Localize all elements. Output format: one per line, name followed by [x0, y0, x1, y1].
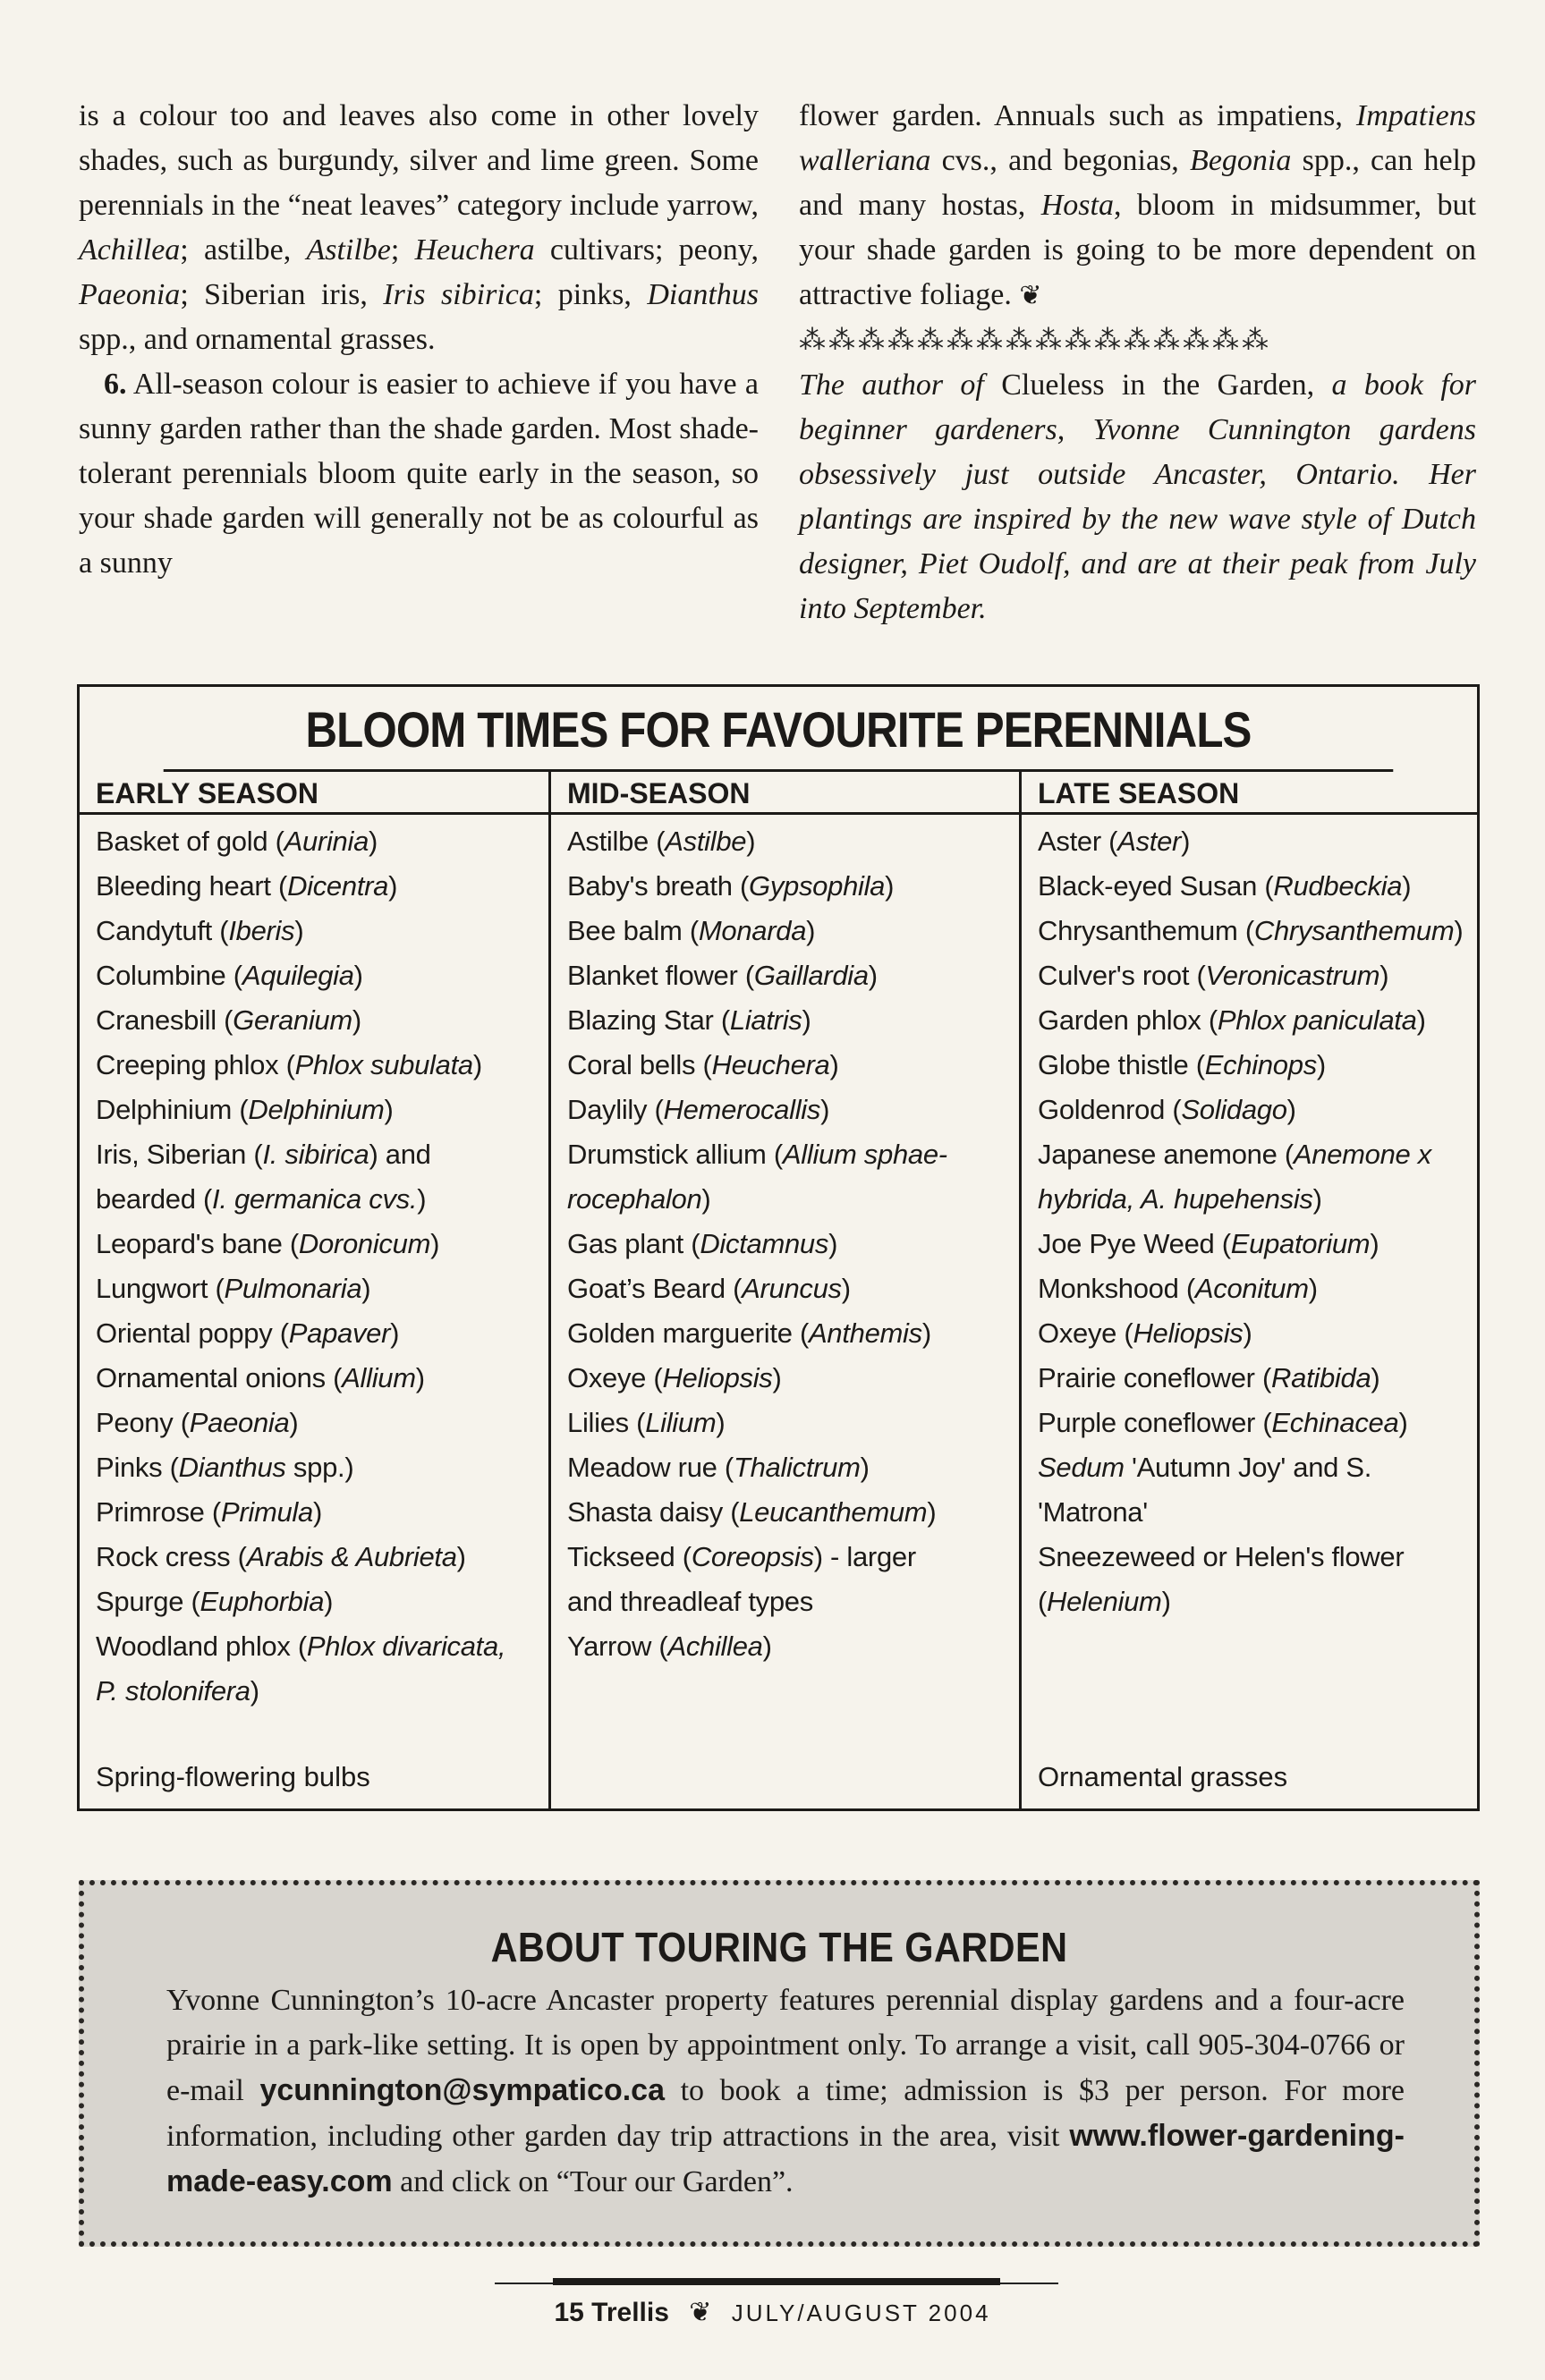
- plant-entry: [1038, 1222, 1477, 1266]
- plant-entry: [567, 1222, 1019, 1266]
- plant-entry: [96, 1490, 548, 1535]
- common-name: Japanese anemone (: [1038, 1139, 1294, 1170]
- common-name: Prairie coneflower (: [1038, 1362, 1272, 1393]
- leaf-ornament-icon: ❦: [689, 2297, 712, 2328]
- common-name: Astilbe (: [567, 826, 666, 857]
- article-paragraph: [79, 94, 759, 362]
- plant-entry: [567, 1088, 1019, 1132]
- latin-name: Doronicum: [298, 1228, 431, 1259]
- name-suffix: ): [369, 826, 378, 857]
- common-name: Iris, Siberian (: [96, 1139, 263, 1170]
- common-name: Cranesbill (: [96, 1004, 233, 1036]
- plant-entry: [96, 1445, 548, 1490]
- plant-entry: [567, 909, 1019, 953]
- common-name: Garden phlox (: [1038, 1004, 1218, 1036]
- common-name: Columbine (: [96, 960, 242, 991]
- common-name: Goat’s Beard (: [567, 1273, 743, 1304]
- common-name: Black-eyed Susan (: [1038, 870, 1274, 902]
- latin-name: Iberis: [228, 915, 295, 946]
- section-divider: ⁂⁂⁂⁂⁂⁂⁂⁂⁂⁂⁂⁂⁂⁂⁂⁂: [799, 325, 1271, 356]
- latin-name: Coreopsis: [691, 1541, 814, 1572]
- text-run: The author of: [799, 368, 984, 402]
- name-suffix: ): [1416, 1004, 1426, 1036]
- common-name: Blanket flower (: [567, 960, 754, 991]
- column-footer: Ornamental grasses: [1038, 1761, 1288, 1792]
- name-suffix: ): [294, 915, 304, 946]
- plant-entry: [96, 1401, 548, 1445]
- name-suffix: ): [841, 1273, 851, 1304]
- plant-entry: [96, 1356, 548, 1401]
- text-run: , bloom in midsummer, but your shade garden is going to be more dependent on attractive foliage.: [799, 189, 1476, 311]
- common-name: Oxeye (: [567, 1362, 663, 1393]
- name-suffix: ): [384, 1094, 394, 1125]
- magazine-name: Trellis: [591, 2298, 669, 2327]
- latin-name: Heuchera: [711, 1049, 830, 1080]
- name-suffix: ): [250, 1675, 259, 1707]
- latin-name: Dicentra: [287, 870, 389, 902]
- name-suffix: ): [1379, 960, 1389, 991]
- plant-entry: [1038, 1088, 1477, 1132]
- name-suffix: ): [927, 1496, 937, 1528]
- name-suffix: ): [802, 1004, 811, 1036]
- common-name: Culver's root (: [1038, 960, 1206, 991]
- latin-name: Thalictrum: [733, 1452, 861, 1483]
- common-name: Basket of gold (: [96, 826, 284, 857]
- plant-entry: [96, 1222, 548, 1266]
- article-paragraph: [799, 94, 1476, 318]
- latin-name: Chrysanthemum: [1253, 915, 1455, 946]
- common-name: Lilies (: [567, 1407, 646, 1438]
- latin-name: Achillea: [667, 1630, 763, 1662]
- name-suffix: ): [1243, 1317, 1252, 1349]
- name-suffix: ): [456, 1541, 466, 1572]
- name-suffix: ): [1402, 870, 1412, 902]
- plant-entry: [1038, 1177, 1477, 1222]
- plant-entry: [1038, 1580, 1477, 1624]
- common-name: Bleeding heart (: [96, 870, 288, 902]
- plant-entry: [1038, 998, 1477, 1043]
- common-name: Oxeye (: [1038, 1317, 1133, 1349]
- common-name: Lungwort (: [96, 1273, 225, 1304]
- common-name: Spurge (: [96, 1586, 200, 1617]
- plant-entry: [96, 1177, 548, 1222]
- latin-name: Papaver: [288, 1317, 391, 1349]
- page-footer: [0, 2297, 1545, 2328]
- latin-name: Monarda: [698, 915, 807, 946]
- common-name: Joe Pye Weed (: [1038, 1228, 1231, 1259]
- leaf-end-mark-icon: ❦: [1019, 281, 1042, 310]
- common-name: Daylily (: [567, 1094, 664, 1125]
- latin-name: Allium: [342, 1362, 416, 1393]
- plant-list: [80, 815, 548, 1714]
- name-suffix: ): [716, 1407, 726, 1438]
- common-name: Golden marguerite (: [567, 1317, 809, 1349]
- bloom-times-table: [77, 684, 1480, 1811]
- table-columns: [80, 772, 1477, 1808]
- text-run: ;: [390, 233, 415, 267]
- plant-entry: [96, 1624, 548, 1669]
- text-run: cvs., and begonias,: [930, 144, 1191, 177]
- name-suffix: ): [828, 1228, 838, 1259]
- plant-entry: [567, 998, 1019, 1043]
- plant-entry: [96, 998, 548, 1043]
- book-title: Clueless in the Garden,: [983, 368, 1332, 402]
- name-suffix: ): [772, 1362, 782, 1393]
- name-suffix: ): [762, 1630, 772, 1662]
- latin-name: Sedum: [1038, 1452, 1125, 1483]
- plant-entry: [96, 1088, 548, 1132]
- page-number: 15: [554, 2298, 584, 2327]
- text-run: All-season colour is easier to achieve if you have a sunny garden rather than the shade garden. Most shade-tolerant perennials bloom quite early in the season, so your shade garden will generally not be as colourful as a sunny: [79, 368, 759, 580]
- latin-name: Heliopsis: [1133, 1317, 1244, 1349]
- plant-entry: [567, 1445, 1019, 1490]
- name-suffix: ): [472, 1049, 482, 1080]
- latin-name: Phlox paniculata: [1217, 1004, 1417, 1036]
- plant-entry: [1038, 1401, 1477, 1445]
- latin-name: Achillea: [79, 233, 181, 267]
- latin-name: Dianthus: [647, 278, 760, 311]
- text-run: spp., and ornamental grasses.: [79, 323, 436, 356]
- table-title: BLOOM TIMES FOR FAVOURITE PERENNIALS: [164, 687, 1394, 772]
- common-name: Purple coneflower (: [1038, 1407, 1272, 1438]
- late-season-column: [1022, 772, 1477, 1808]
- plant-entry: [567, 1266, 1019, 1311]
- latin-name: Geranium: [233, 1004, 352, 1036]
- common-name: Delphinium (: [96, 1094, 249, 1125]
- latin-name: Aconitum: [1194, 1273, 1309, 1304]
- name-suffix: ): [829, 1049, 839, 1080]
- common-name: bearded (: [96, 1183, 213, 1215]
- plant-entry: [96, 864, 548, 909]
- name-suffix: ): [868, 960, 878, 991]
- common-name: Candytuft (: [96, 915, 229, 946]
- common-name: Goldenrod (: [1038, 1094, 1182, 1125]
- article-paragraph: [79, 362, 759, 586]
- common-name: Peony (: [96, 1407, 190, 1438]
- name-suffix: 'Autumn Joy' and S.: [1124, 1452, 1372, 1483]
- name-suffix: ): [430, 1228, 440, 1259]
- name-suffix: ): [352, 1004, 361, 1036]
- plant-entry: [96, 1580, 548, 1624]
- column-footer: Spring-flowering bulbs: [96, 1761, 370, 1792]
- plant-entry: [567, 1043, 1019, 1088]
- latin-name: rocephalon: [567, 1183, 702, 1215]
- name-suffix: ): [860, 1452, 870, 1483]
- plant-entry: [96, 953, 548, 998]
- plant-entry: [567, 1535, 1019, 1580]
- plant-entry: [96, 1132, 548, 1177]
- latin-name: Paeonia: [79, 278, 181, 311]
- name-suffix: ): [885, 870, 895, 902]
- plant-entry: [1038, 1311, 1477, 1356]
- plant-entry: [1038, 1356, 1477, 1401]
- plant-entry: [1038, 953, 1477, 998]
- latin-name: Gypsophila: [749, 870, 886, 902]
- latin-name: Phlox divaricata,: [306, 1630, 506, 1662]
- text-run: ; pinks,: [533, 278, 648, 311]
- common-name: Blazing Star (: [567, 1004, 730, 1036]
- name-suffix: ): [701, 1183, 711, 1215]
- common-name: Globe thistle (: [1038, 1049, 1205, 1080]
- about-title: ABOUT TOURING THE GARDEN: [490, 1924, 1068, 1970]
- latin-name: Helenium: [1047, 1586, 1162, 1617]
- plant-entry: [1038, 1490, 1477, 1535]
- text-run: ; astilbe,: [180, 233, 307, 267]
- latin-name: Primula: [220, 1496, 313, 1528]
- latin-name: Dictamnus: [700, 1228, 829, 1259]
- name-suffix: ): [820, 1094, 830, 1125]
- latin-name: Anthemis: [809, 1317, 922, 1349]
- text-run: Yvonne Cunnington’s 10-acre Ancaster property features perennial display gardens and a four-acre prairie in a park-like setting. It is open by appointment only. To arrange a visit, call 905-304-0766 or e-mail: [166, 1984, 1405, 2107]
- common-name: and threadleaf types: [567, 1586, 813, 1617]
- name-suffix: ): [289, 1407, 299, 1438]
- common-name: Baby's breath (: [567, 870, 750, 902]
- plant-entry: [1038, 1266, 1477, 1311]
- common-name: Meadow rue (: [567, 1452, 734, 1483]
- common-name: Rock cress (: [96, 1541, 247, 1572]
- latin-name: Gaillardia: [753, 960, 869, 991]
- text-run: spp., can help and many hostas,: [799, 144, 1476, 222]
- plant-entry: [1038, 819, 1477, 864]
- name-suffix: ): [806, 915, 816, 946]
- common-name: Tickseed (: [567, 1541, 692, 1572]
- plant-entry: [96, 1311, 548, 1356]
- text-run: is a colour too and leaves also come in other lovely shades, such as burgundy, silver and lime green. Some perennials in the “neat leaves” category include yarrow,: [79, 99, 759, 222]
- plant-list: [551, 815, 1019, 1669]
- plant-entry: [1038, 1132, 1477, 1177]
- plant-entry: [567, 1624, 1019, 1669]
- name-suffix: ): [1312, 1183, 1322, 1215]
- latin-name: Aster: [1117, 826, 1182, 857]
- latin-name: Delphinium: [248, 1094, 385, 1125]
- plant-entry: [96, 1043, 548, 1088]
- footer-rule-bar: [553, 2278, 1000, 2285]
- text-run: to book a time; admission is $3 per person. For more information, including other garden day trip attractions in the area, visit: [166, 2074, 1405, 2153]
- name-suffix: ): [417, 1183, 427, 1215]
- text-run: a book for beginner gardeners, Yvonne Cunnington gardens obsessively just outside Ancaster, Ontario. Her plantings are inspired by the new wave style of Dutch designer, Piet Oudolf, and are at their peak from July into September.: [799, 368, 1476, 625]
- latin-name: Echinops: [1204, 1049, 1317, 1080]
- common-name: Coral bells (: [567, 1049, 712, 1080]
- latin-name: I. germanica cvs.: [212, 1183, 418, 1215]
- plant-entry: [96, 1266, 548, 1311]
- issue-date: JULY/AUGUST 2004: [731, 2300, 991, 2326]
- latin-name: Pulmonaria: [224, 1273, 362, 1304]
- common-name: 'Matrona': [1038, 1496, 1148, 1528]
- common-name: (: [1038, 1586, 1048, 1617]
- latin-name: Aurinia: [284, 826, 369, 857]
- name-suffix: ): [353, 960, 363, 991]
- latin-name: Rudbeckia: [1273, 870, 1403, 902]
- name-suffix: ): [324, 1586, 334, 1617]
- author-bio: [799, 363, 1476, 631]
- text-run: ; Siberian iris,: [180, 278, 384, 311]
- article-left-column: [79, 94, 759, 586]
- name-suffix: ): [1370, 1228, 1379, 1259]
- list-number: 6.: [104, 368, 127, 401]
- website-link[interactable]: www.flower-gardening-made-easy.com: [166, 2119, 1405, 2198]
- name-suffix: ): [1308, 1273, 1318, 1304]
- common-name: Chrysanthemum (: [1038, 915, 1254, 946]
- latin-name: Eupatorium: [1230, 1228, 1371, 1259]
- common-name: Woodland phlox (: [96, 1630, 307, 1662]
- article-right-column: [799, 94, 1476, 631]
- common-name: Leopard's bane (: [96, 1228, 299, 1259]
- email-link[interactable]: ycunnington@sympatico.ca: [259, 2073, 665, 2107]
- column-header: EARLY SEASON: [80, 772, 548, 815]
- name-suffix: ): [746, 826, 756, 857]
- name-suffix: ) and: [369, 1139, 431, 1170]
- plant-entry: [567, 1580, 1019, 1624]
- name-suffix: ): [1161, 1586, 1171, 1617]
- common-name: Bee balm (: [567, 915, 699, 946]
- name-suffix: ): [390, 1317, 400, 1349]
- common-name: Gas plant (: [567, 1228, 700, 1259]
- common-name: Creeping phlox (: [96, 1049, 295, 1080]
- name-suffix: ): [1316, 1049, 1326, 1080]
- name-suffix: ): [1181, 826, 1191, 857]
- text-run: cultivars; peony,: [534, 233, 760, 267]
- plant-entry: [567, 819, 1019, 864]
- latin-name: Echinacea: [1271, 1407, 1399, 1438]
- latin-name: Phlox subulata: [294, 1049, 473, 1080]
- latin-name: Dianthus: [178, 1452, 286, 1483]
- latin-name: Paeonia: [189, 1407, 290, 1438]
- name-suffix: ): [388, 870, 398, 902]
- name-suffix: ): [361, 1273, 371, 1304]
- plant-entry: [567, 1177, 1019, 1222]
- plant-entry: [1038, 1445, 1477, 1490]
- latin-name: Lilium: [645, 1407, 717, 1438]
- latin-name: Hosta: [1040, 189, 1114, 222]
- latin-name: Aquilegia: [242, 960, 354, 991]
- plant-entry: [567, 1401, 1019, 1445]
- common-name: Aster (: [1038, 826, 1118, 857]
- text-run: flower garden. Annuals such as impatiens,: [799, 99, 1356, 132]
- common-name: Drumstick allium (: [567, 1139, 783, 1170]
- latin-name: P. stolonifera: [96, 1675, 250, 1707]
- common-name: Monkshood (: [1038, 1273, 1195, 1304]
- latin-name: Euphorbia: [199, 1586, 325, 1617]
- plant-entry: [96, 909, 548, 953]
- name-suffix: ): [1454, 915, 1464, 946]
- name-suffix: spp.): [285, 1452, 354, 1483]
- plant-entry: [1038, 909, 1477, 953]
- plant-entry: [1038, 1043, 1477, 1088]
- latin-name: Liatris: [729, 1004, 802, 1036]
- common-name: Oriental poppy (: [96, 1317, 289, 1349]
- plant-entry: [1038, 1535, 1477, 1580]
- latin-name: Hemerocallis: [663, 1094, 821, 1125]
- plant-entry: [567, 1132, 1019, 1177]
- name-suffix: ): [1286, 1094, 1296, 1125]
- plant-entry: [567, 1356, 1019, 1401]
- latin-name: I. sibirica: [262, 1139, 369, 1170]
- latin-name: Veronicastrum: [1205, 960, 1380, 991]
- latin-name: Heliopsis: [662, 1362, 773, 1393]
- name-suffix: ): [415, 1362, 425, 1393]
- latin-name: Arabis & Aubrieta: [246, 1541, 457, 1572]
- latin-name: Ratibida: [1271, 1362, 1371, 1393]
- latin-name: Impatiens walleriana: [799, 99, 1476, 177]
- plant-entry: [567, 864, 1019, 909]
- common-name: Sneezeweed or Helen's flower: [1038, 1541, 1405, 1572]
- common-name: Yarrow (: [567, 1630, 668, 1662]
- early-season-column: [80, 772, 551, 1808]
- plant-entry: [567, 1490, 1019, 1535]
- latin-name: Astilbe: [665, 826, 747, 857]
- latin-name: Allium sphae-: [782, 1139, 947, 1170]
- common-name: Ornamental onions (: [96, 1362, 343, 1393]
- latin-name: Aruncus: [742, 1273, 842, 1304]
- plant-entry: [96, 819, 548, 864]
- plant-entry: [96, 1669, 548, 1714]
- text-run: and click on “Tour our Garden”.: [392, 2165, 794, 2198]
- name-suffix: ): [1371, 1362, 1380, 1393]
- name-suffix: ): [312, 1496, 322, 1528]
- latin-name: Anemone x: [1293, 1139, 1431, 1170]
- plant-entry: [1038, 864, 1477, 909]
- common-name: Primrose (: [96, 1496, 221, 1528]
- latin-name: Iris sibirica: [383, 278, 534, 311]
- plant-entry: [567, 1311, 1019, 1356]
- column-header: LATE SEASON: [1022, 772, 1477, 815]
- latin-name: hybrida, A. hupehensis: [1038, 1183, 1313, 1215]
- latin-name: Heuchera: [414, 233, 535, 267]
- plant-entry: [567, 953, 1019, 998]
- name-suffix: ): [1398, 1407, 1408, 1438]
- latin-name: Astilbe: [306, 233, 391, 267]
- column-header: MID-SEASON: [551, 772, 1019, 815]
- plant-list: [1022, 815, 1477, 1624]
- about-body: [166, 1978, 1405, 2205]
- name-suffix: ) - larger: [813, 1541, 916, 1572]
- about-touring-box: [79, 1880, 1480, 2247]
- name-suffix: ): [921, 1317, 931, 1349]
- latin-name: Begonia: [1190, 144, 1292, 177]
- latin-name: Leucanthemum: [739, 1496, 928, 1528]
- mid-season-column: [551, 772, 1022, 1808]
- latin-name: Solidago: [1181, 1094, 1287, 1125]
- plant-entry: [96, 1535, 548, 1580]
- common-name: Pinks (: [96, 1452, 179, 1483]
- common-name: Shasta daisy (: [567, 1496, 740, 1528]
